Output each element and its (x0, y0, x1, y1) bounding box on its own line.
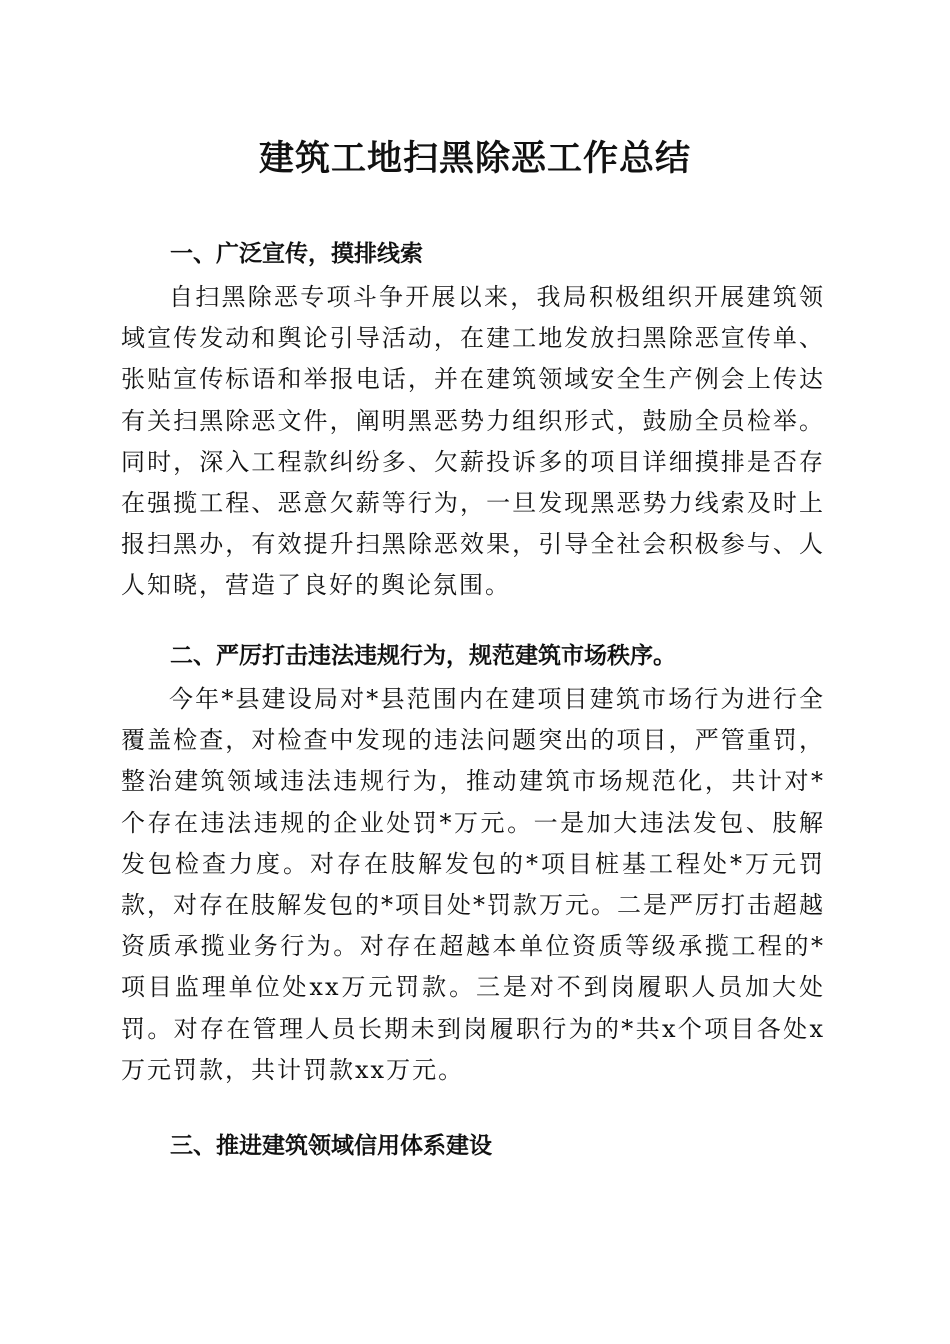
section-paragraph-1: 自扫黑除恶专项斗争开展以来，我局积极组织开展建筑领域宣传发动和舆论引导活动，在建工地发放扫黑除恶宣传单、张贴宣传标语和举报电话，并在建筑领域安全生产例会上传达有关扫黑除恶文件，阐明黑恶势力组织形式，鼓励全员检举。同时，深入工程款纠纷多、欠薪投诉多的项目详细摸排是否存在强揽工程、恶意欠薪等行为，一旦发现黑恶势力线索及时上报扫黑办，有效提升扫黑除恶效果，引导全社会积极参与、人人知晓，营造了良好的舆论氛围。 (121, 283, 825, 600)
section-heading-1: 一、广泛宣传，摸排线索 (170, 241, 423, 267)
section-heading-3: 三、推进建筑领域信用体系建设 (170, 1133, 492, 1159)
section-heading-2: 二、严厉打击违法违规行为，规范建筑市场秩序。 (170, 643, 676, 669)
document-title: 建筑工地扫黑除恶工作总结 (258, 138, 691, 179)
section-paragraph-2: 今年*县建设局对*县范围内在建项目建筑市场行为进行全覆盖检查，对检查中发现的违法问题突出的项目，严管重罚，整治建筑领域违法违规行为，推动建筑市场规范化，共计对*个存在违法违规的企业处罚*万元。一是加大违法发包、肢解发包检查力度。对存在肢解发包的*项目桩基工程处*万元罚款，对存在肢解发包的*项目处*罚款万元。二是严厉打击超越资质承揽业务行为。对存在超越本单位资质等级承揽工程的*项目监理单位处xx万元罚款。三是对不到岗履职人员加大处罚。对存在管理人员长期未到岗履职行为的*共x个项目各处x万元罚款，共计罚款xx万元。 (121, 685, 825, 1084)
